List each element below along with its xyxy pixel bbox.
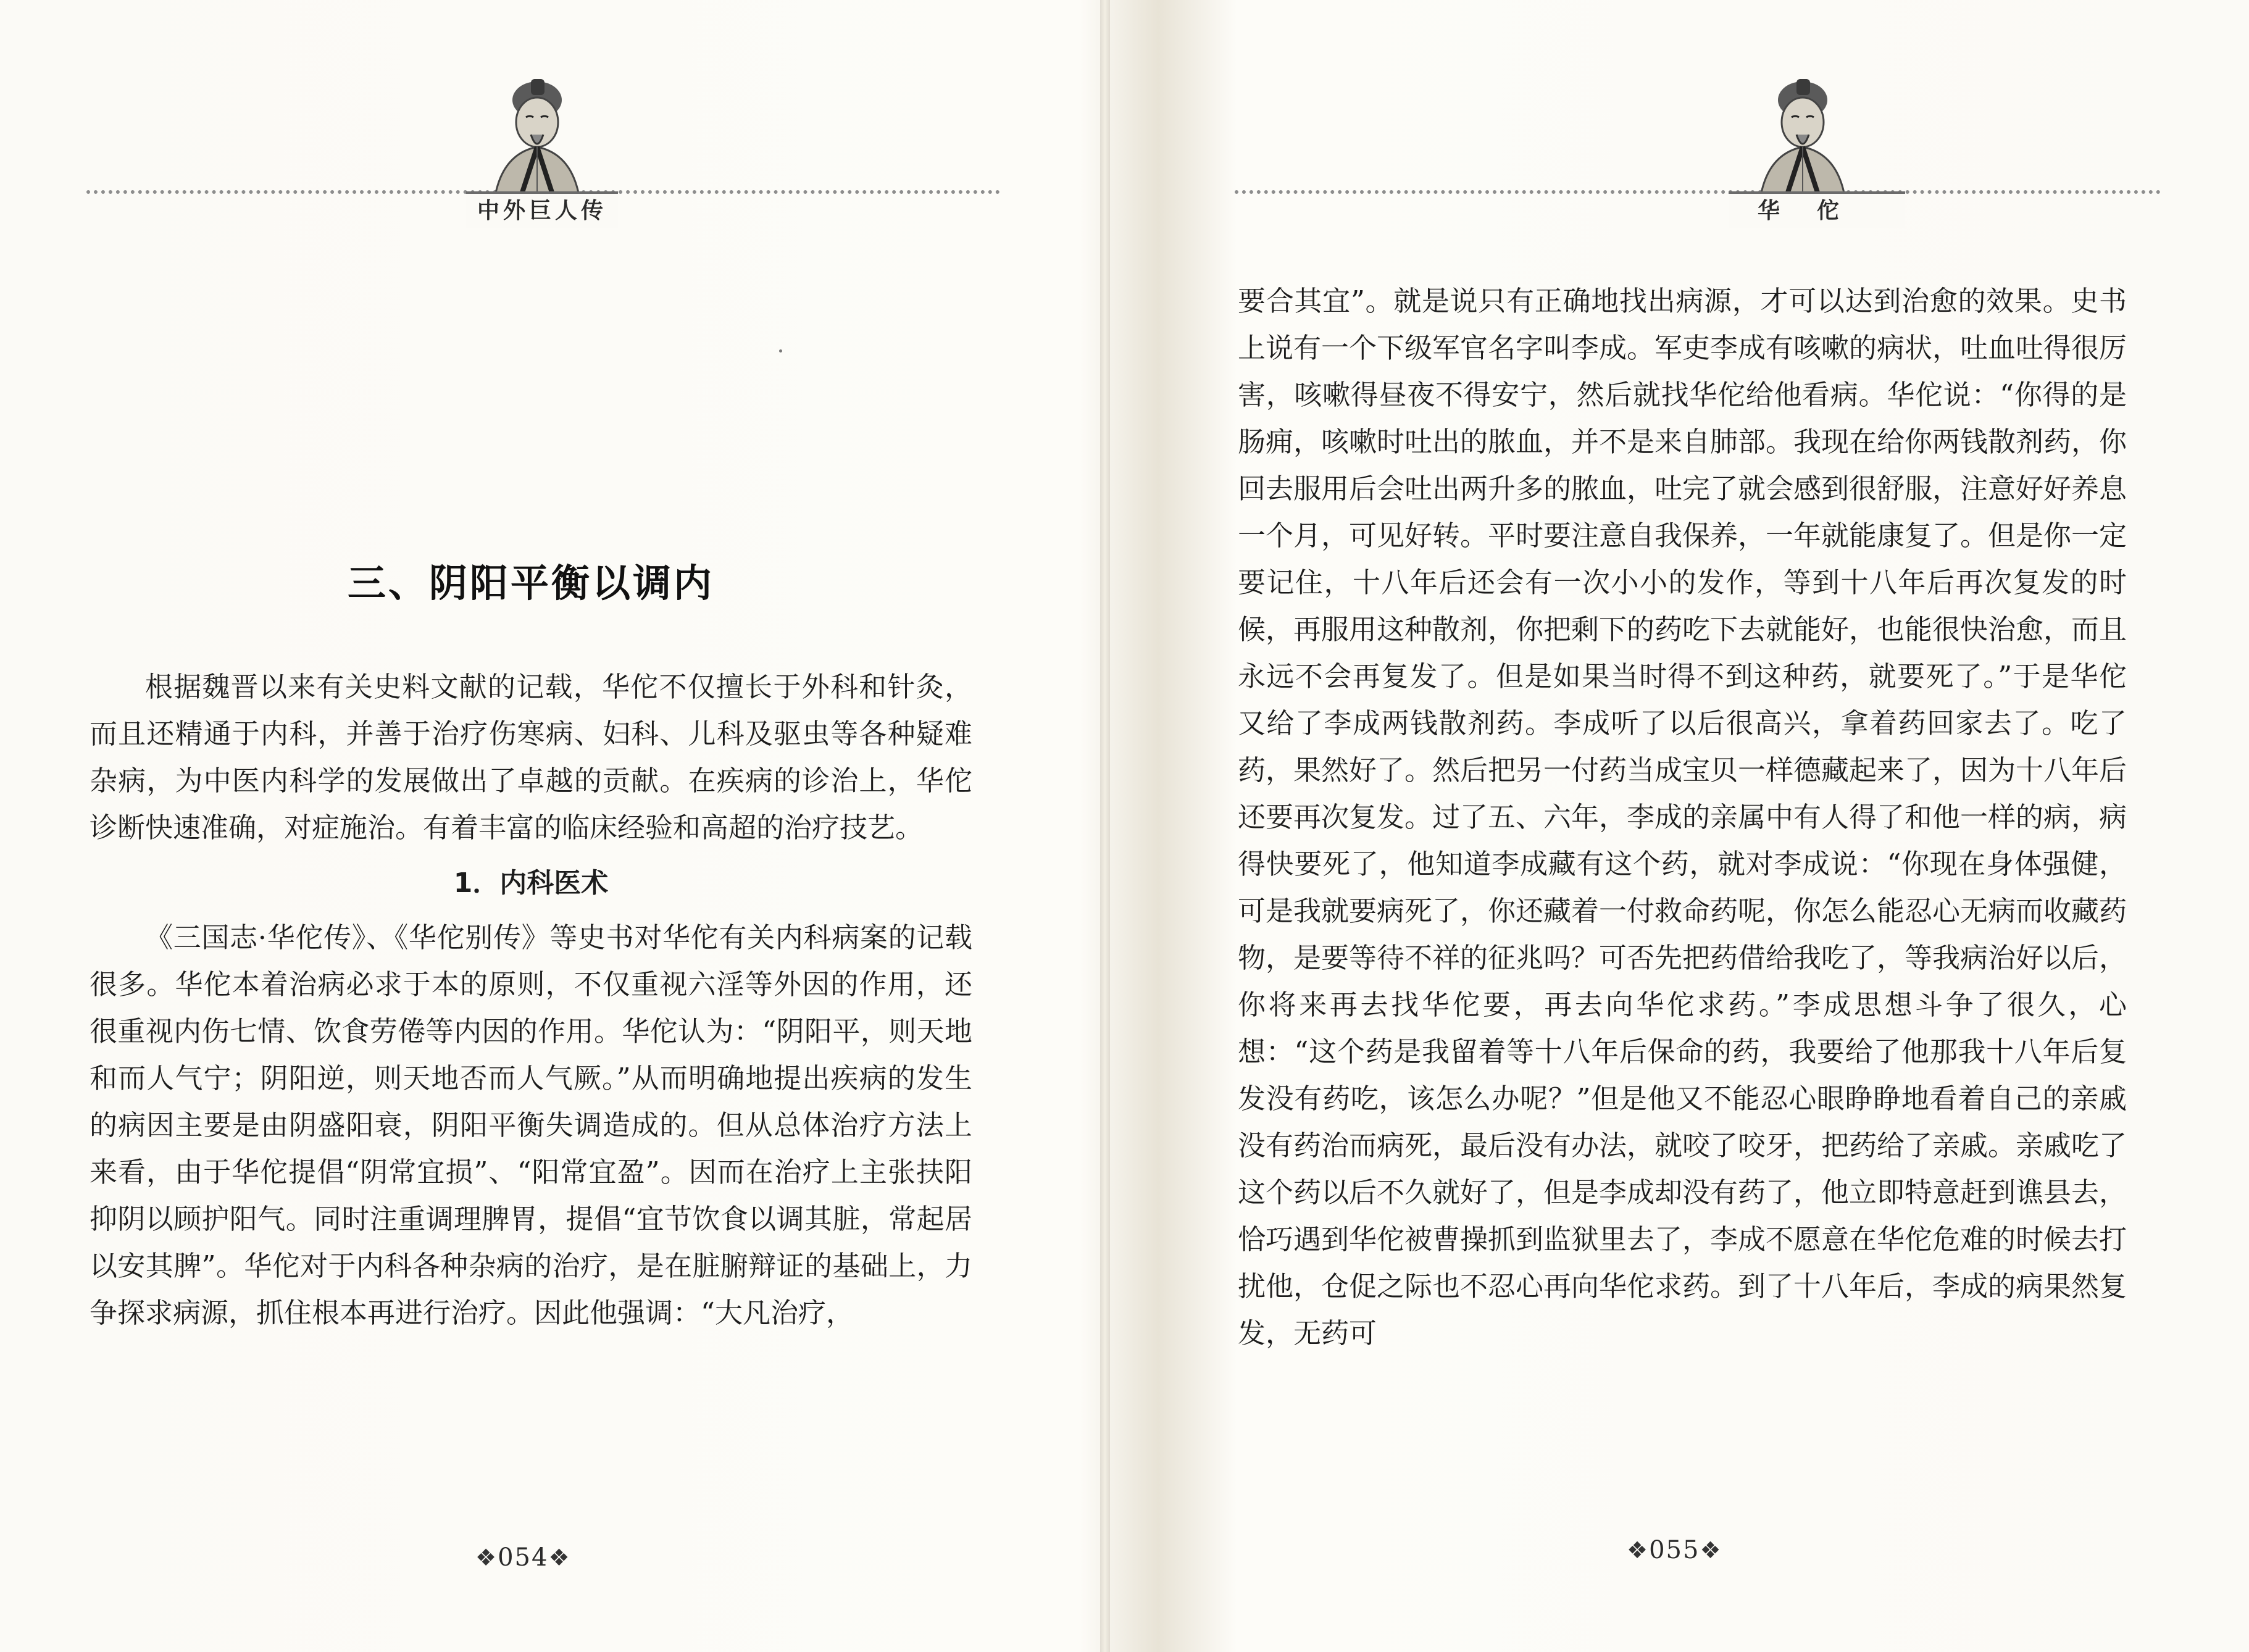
right-page-header — [1235, 74, 2161, 235]
hua-tuo-portrait-icon — [469, 74, 605, 204]
page-number-ornament: ❖ — [1627, 1537, 1650, 1564]
intro-paragraph: 根据魏晋以来有关史料文献的记载，华佗不仅擅长于外科和针灸，而且还精通于内科，并善于治疗伤寒病、妇科、儿科及驱虫等各种疑难杂病，为中医内科学的发展做出了卓越的贡献。在疾病的诊治上，华佗诊断快速准确，对症施治。有着丰富的临床经验和高超的治疗技艺。 — [90, 670, 972, 844]
body-paragraph: 要合其宜”。就是说只有正确地找出病源，才可以达到治愈的效果。史书上说有一个下级军官名字叫李成。军吏李成有咳嗽的病状，吐血吐得很厉害，咳嗽得昼夜不得安宁，然后就找华佗给他看病。华佗说：“你得的是肠痈，咳嗽时吐出的脓血，并不是来自肺部。我现在给你两钱散剂药，你回去服用后会吐出两升多的脓血，吐完了就会感到很舒服，注意好好养息一个月，可见好转。平时要注意自我保养，一年就能康复了。但是你一定要记住，十八年后还会有一次小小的发作，等到十八年后再次复发的时候，再服用这种散剂，你把剩下的药吃下去就能好，也能很快治愈，而且永远不会再复发了。但是如果当时得不到这种药，就要死了。”于是华佗又给了李成两钱散剂药。李成听了以后很高兴，拿着药回家去了。吃了药，果然好了。然后把另一付药当成宝贝一样德藏起来了，因为十八年后还要再次复发。过了五、六年，李成的亲属中有人得了和他一样的病，病得快要死了，他知道李成藏有这个药，就对李成说：“你现在身体强健，可是我就要病死了，你还藏着一付救命药呢，你怎么能忍心无病而收藏药物，是要等待不祥的征兆吗？可否先把药借给我吃了，等我病治好以后，你将来再去找华佗要，再去向华佗求药。”李成思想斗争了很久，心想：“这个药是我留着等十八年后保命的药，我要给了他那我十八年后复发没有药吃，该怎么办呢？”但是他又不能忍心眼睁睁地看着自己的亲戚没有药治而病死，最后没有办法，就咬了咬牙，把药给了亲戚。亲戚吃了这个药以后不久就好了，但是李成却没有药了，他立即特意赶到谯县去，恰巧遇到华佗被曹操抓到监狱里去了，李成不愿意在华佗危难的时候去打扰他，仓促之际也不忍心再向华佗求药。到了十八年后，李成的病果然复发，无药可 — [1238, 285, 2127, 1350]
page-number — [1627, 1536, 1722, 1564]
right-page — [1111, 0, 2249, 1652]
left-page-header — [86, 74, 1000, 235]
book-gutter — [1100, 0, 1110, 1652]
body-paragraph: 《三国志·华佗传》、《华佗别传》等史书对华佗有关内科病案的记载很多。华佗本着治病必求于本的原则，不仅重视六淫等外因的作用，还很重视内伤七情、饮食劳倦等内因的作用。华佗认为：“阴阳平，则天地和而人气宁；阴阳逆，则天地否而人气厥。”从而明确地提出疾病的发生的病因主要是由阴盛阳衰，阴阳平衡失调造成的。但从总体治疗方法上来看，由于华佗提倡“阴常宜损”、“阳常宜盈”。因而在治疗上主张扶阳抑阴以顾护阳气。同时注重调理脾胃，提倡“宜节饮食以调其脏，常起居以安其脾”。华佗对于内科各种杂病的治疗，是在脏腑辩证的基础上，力争探求病源，抓住根本再进行治疗。因此他强调：“大凡治疗， — [90, 921, 972, 1329]
left-page-body — [90, 664, 972, 1337]
page-number-ornament: ❖ — [475, 1544, 498, 1571]
subsection-title: 1．内科医术 — [453, 867, 609, 899]
page-number-ornament: ❖ — [1700, 1537, 1722, 1564]
page-number-value: 054 — [498, 1543, 549, 1572]
page-number — [475, 1543, 571, 1572]
section-title: 三、阴阳平衡以调内 — [347, 561, 714, 606]
running-title: 华佗 — [1729, 191, 1905, 228]
page-number-value: 055 — [1649, 1536, 1700, 1564]
page-number-ornament: ❖ — [548, 1544, 571, 1571]
right-page-body — [1238, 278, 2127, 1357]
paper-speck — [779, 349, 782, 353]
running-title: 中外巨人传 — [466, 191, 618, 228]
hua-tuo-portrait-icon — [1735, 74, 1871, 204]
header-dotted-rule — [1235, 190, 2161, 194]
left-page — [0, 0, 1099, 1652]
